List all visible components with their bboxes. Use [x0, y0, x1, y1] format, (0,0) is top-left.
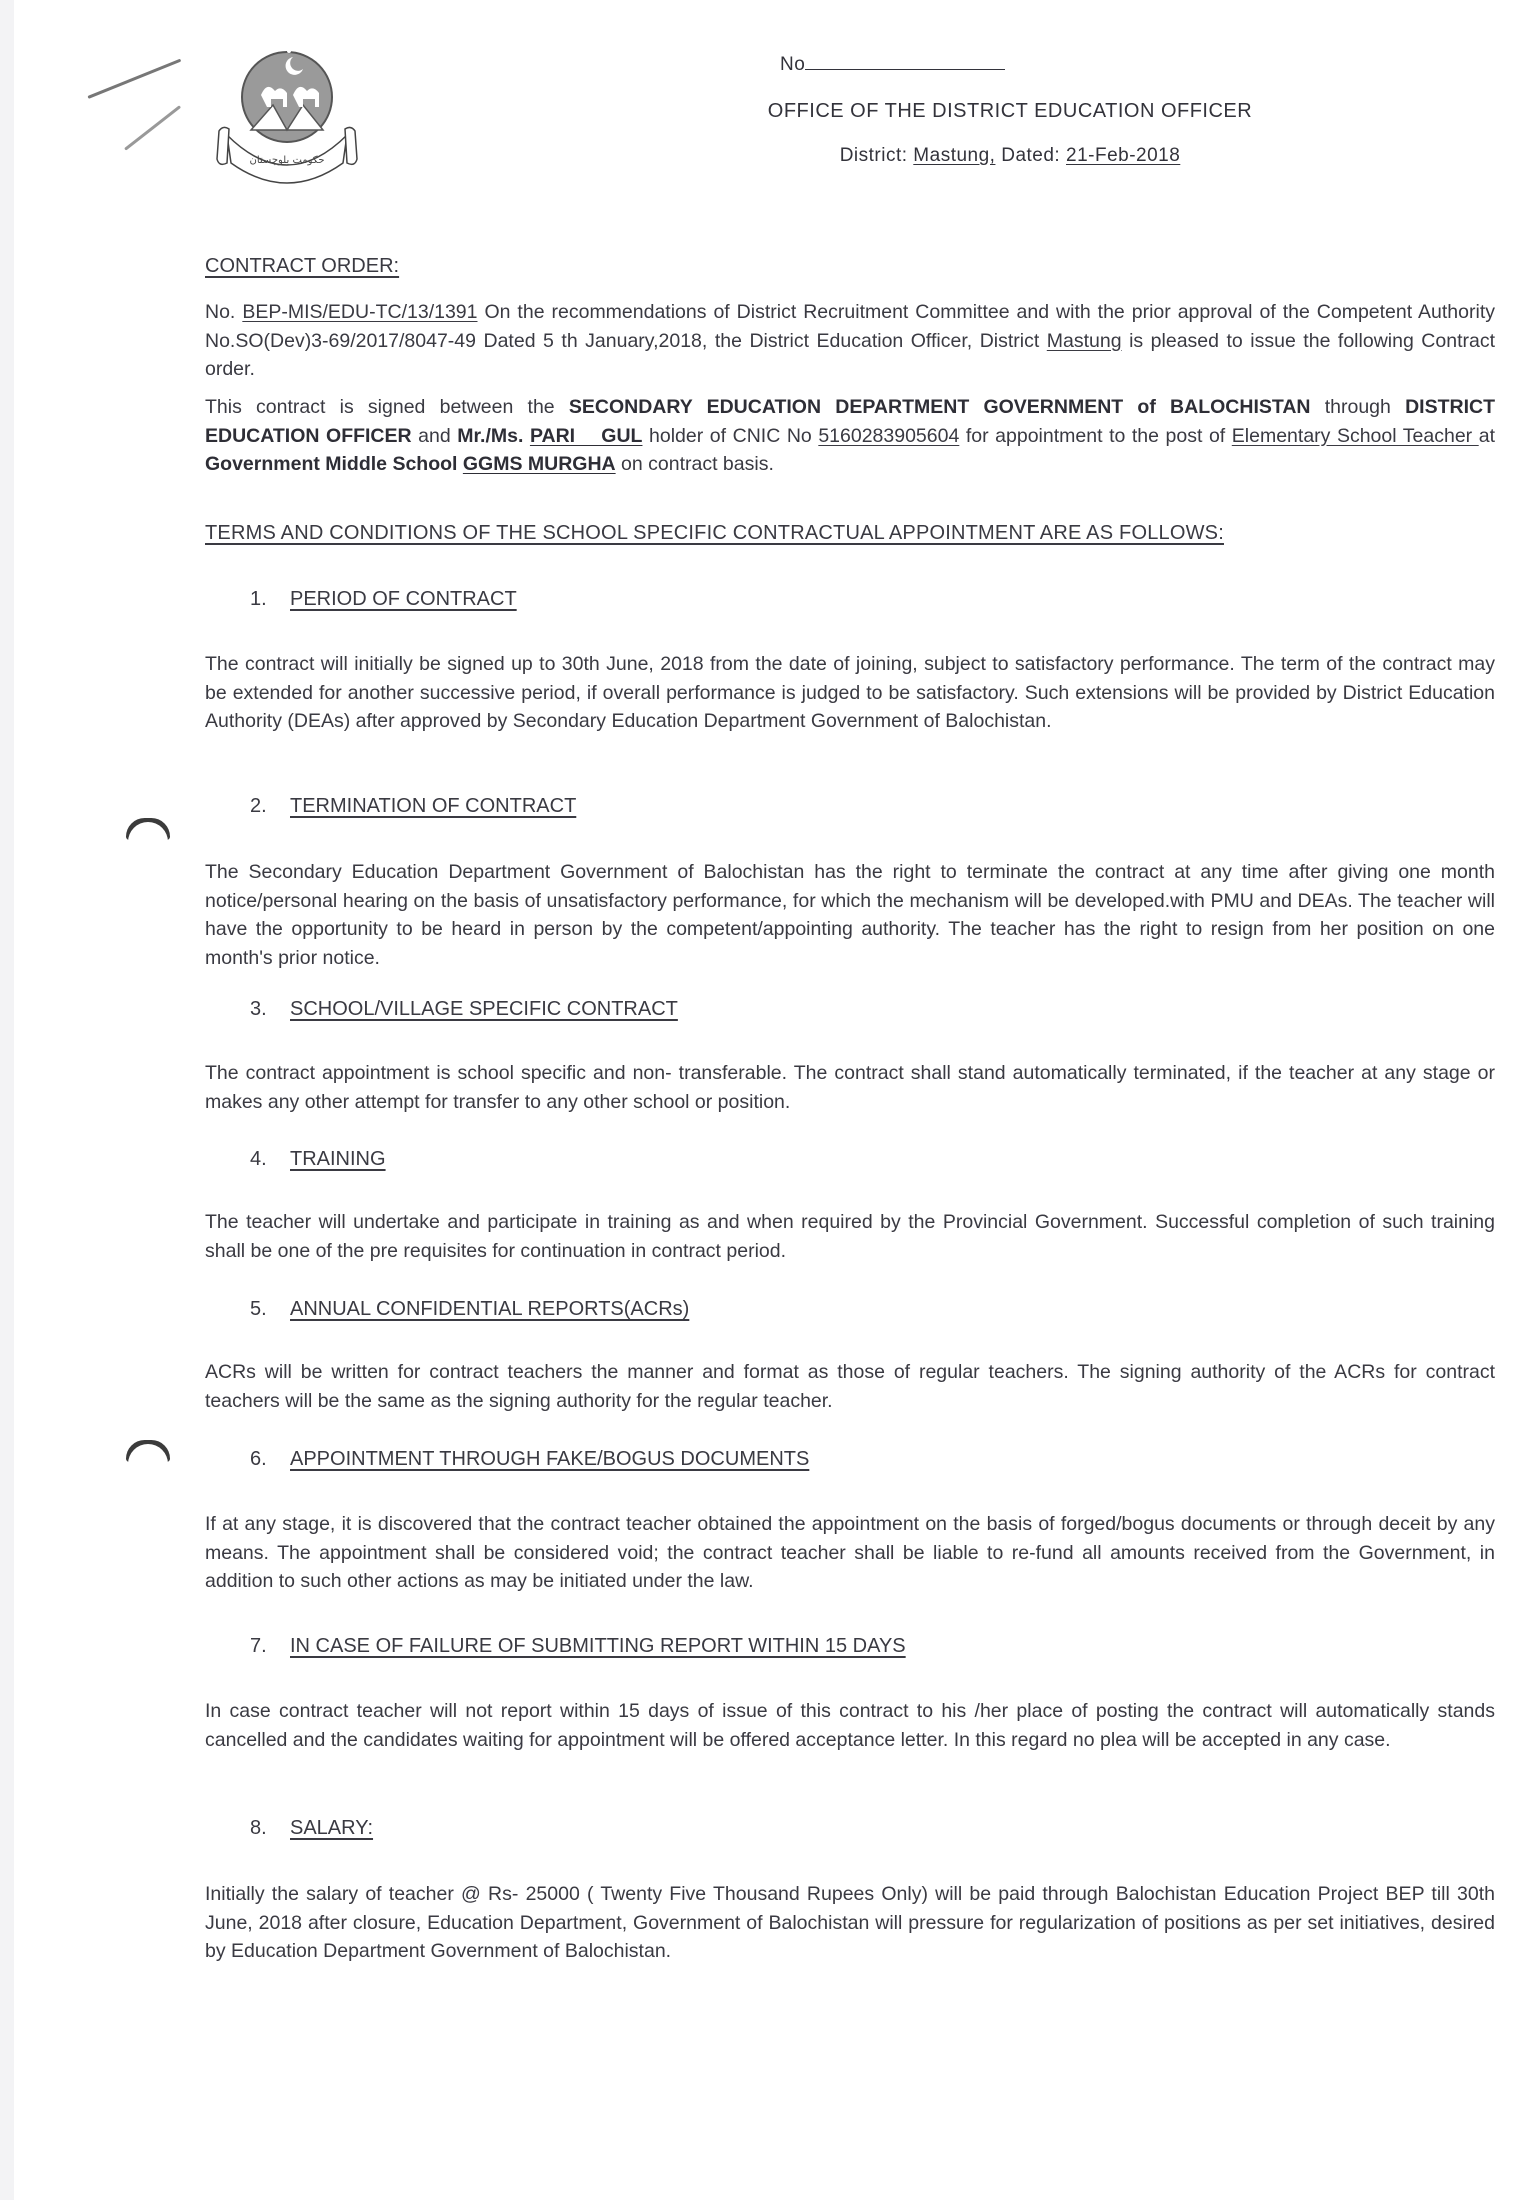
- ref-prefix: No.: [205, 301, 236, 323]
- section-number: 5.: [250, 1298, 267, 1320]
- section-body: Initially the salary of teacher @ Rs- 25000 ( Twenty Five Thousand Rupees Only) will be paid through Balochistan Education Project BEP till 30th June, 2018 after closure, Education Department, Government of Balochistan will pressure for regularization of positions as per set initiatives, desired by Education Department Government of Balochistan.: [205, 1883, 1495, 1962]
- staple-mark: [124, 105, 181, 150]
- post-title: Elementary School Teacher: [1231, 424, 1479, 447]
- school-name: GGMS MURGHA: [462, 453, 616, 475]
- text: This contract is signed between the: [205, 396, 569, 418]
- text: through: [1310, 396, 1406, 418]
- cnic-number: 5160283905604: [818, 424, 960, 447]
- balochistan-emblem-logo: [205, 35, 365, 195]
- document-number-field: [780, 54, 1005, 76]
- no-blank-line: [805, 55, 1005, 70]
- section-body: In case contract teacher will not report within 15 days of issue of this contract to his /her place of posting the contract will automatically stands cancelled and the candidates waiting for appointment will be offered acceptance letter. In this regard no plea will be accepted in any case.: [205, 1700, 1495, 1751]
- intro-text-end: is pleased to issue the following Contract order.: [205, 329, 1496, 380]
- text: at: [1478, 424, 1495, 447]
- no-label: No: [780, 54, 806, 75]
- reference-number: BEP-MIS/EDU-TC/13/1391: [242, 301, 478, 323]
- terms-heading: TERMS AND CONDITIONS OF THE SCHOOL SPECIFIC CONTRACTUAL APPOINTMENT ARE AS FOLLOWS:: [205, 522, 1224, 544]
- section-title: [250, 1298, 689, 1321]
- text: holder of CNIC No: [642, 424, 819, 447]
- section-title: [250, 1148, 386, 1171]
- dated-label: Dated:: [1001, 145, 1061, 166]
- section-body: The contract appointment is school specific and non- transferable. The contract shall stand automatically terminated, if the teacher at any stage or makes any other attempt for transfer to any other school or position.: [205, 1062, 1495, 1113]
- punch-hole: [126, 818, 170, 840]
- section-number: 8.: [250, 1817, 267, 1839]
- order-intro-paragraph: [205, 298, 1495, 384]
- party-department: SECONDARY EDUCATION DEPARTMENT GOVERNMENT of BALOCHISTAN: [568, 396, 1311, 418]
- section-body: The teacher will undertake and participate in training as and when required by the Provincial Government. Successful completion of such training shall be one of the pre requisites for continuation in contract period.: [205, 1211, 1495, 1262]
- intro-district: Mastung: [1046, 329, 1122, 352]
- section-title: [250, 1448, 809, 1471]
- section-heading: TERMINATION OF CONTRACT: [290, 795, 577, 817]
- dated-value: 21-Feb-2018: [1066, 145, 1181, 166]
- section-heading: ANNUAL CONFIDENTIAL REPORTS(ACRs): [290, 1298, 690, 1320]
- section-title: [250, 1817, 373, 1840]
- staple-mark: [87, 59, 181, 99]
- section-heading: SALARY:: [290, 1817, 374, 1839]
- contract-order-heading: CONTRACT ORDER:: [205, 255, 400, 277]
- section-body: The Secondary Education Department Government of Balochistan has the right to terminate the contract at any time after giving one month notice/personal hearing on the basis of unsatisfactory performance, for which the mechanism will be developed.with PMU and DEAs. The teacher will have the opportunity to be heard in person by the competent/appointing authority. The teacher has the right to resign from her position on one month's prior notice.: [205, 861, 1495, 969]
- svg-text:حکومت بلوچستان: حکومت بلوچستان: [249, 155, 325, 166]
- text: on contract basis.: [615, 453, 774, 475]
- section-heading: APPOINTMENT THROUGH FAKE/BOGUS DOCUMENTS: [290, 1448, 810, 1470]
- section-number: 1.: [250, 588, 267, 610]
- contract-parties-paragraph: [205, 393, 1495, 479]
- section-title: [250, 795, 576, 818]
- section-title: [250, 588, 517, 611]
- section-number: 4.: [250, 1148, 267, 1170]
- section-body: The contract will initially be signed up to 30th June, 2018 from the date of joining, subject to satisfactory performance. The term of the contract may be extended for another successive period, if overall performance is judged to be satisfactory. Such extensions will be provided by District Education Authority (DEAs) after approved by Secondary Education Department Government of Balochistan.: [205, 653, 1495, 732]
- section-heading: TRAINING: [290, 1148, 386, 1170]
- punch-hole: [126, 1440, 170, 1462]
- section-body: ACRs will be written for contract teachers the manner and format as those of regular teachers. The signing authority of the ACRs for contract teachers will be the same as the signing authority for the regular teacher.: [205, 1361, 1495, 1412]
- section-heading: PERIOD OF CONTRACT: [290, 588, 517, 610]
- section-number: 3.: [250, 998, 267, 1020]
- section-number: 6.: [250, 1448, 267, 1470]
- section-heading: SCHOOL/VILLAGE SPECIFIC CONTRACT: [290, 998, 678, 1020]
- school-type: Government Middle School: [205, 453, 458, 475]
- scan-page-edge: [0, 0, 14, 2200]
- section-number: 2.: [250, 795, 267, 817]
- district-date-line: [700, 145, 1320, 167]
- appointee-name: PARI GUL: [529, 424, 643, 447]
- party-officer: DISTRICT EDUCATION OFFICER: [205, 396, 1495, 447]
- district-value: Mastung,: [913, 145, 996, 166]
- honorific: Mr./Ms.: [457, 424, 524, 447]
- office-title: OFFICE OF THE DISTRICT EDUCATION OFFICER: [767, 100, 1253, 122]
- section-title: [250, 998, 678, 1021]
- section-body: If at any stage, it is discovered that the contract teacher obtained the appointment on the basis of forged/bogus documents or through deceit by any means. The appointment shall be considered void; the contract teacher shall be liable to re-fund all amounts received from the Government, in addition to such other actions as may be initiated under the law.: [205, 1513, 1495, 1592]
- section-title: [250, 1635, 906, 1658]
- intro-text: On the recommendations of District Recruitment Committee and with the prior approval of the Competent Authority No.SO(Dev)3-69/2017/8047-49 Dated 5 th January,2018, the District Education Officer, District: [205, 301, 1495, 352]
- section-heading: IN CASE OF FAILURE OF SUBMITTING REPORT WITHIN 15 DAYS: [290, 1635, 906, 1657]
- text: for appointment to the post of: [959, 424, 1232, 447]
- text: and: [411, 424, 458, 447]
- district-label: District:: [839, 145, 908, 166]
- section-number: 7.: [250, 1635, 267, 1657]
